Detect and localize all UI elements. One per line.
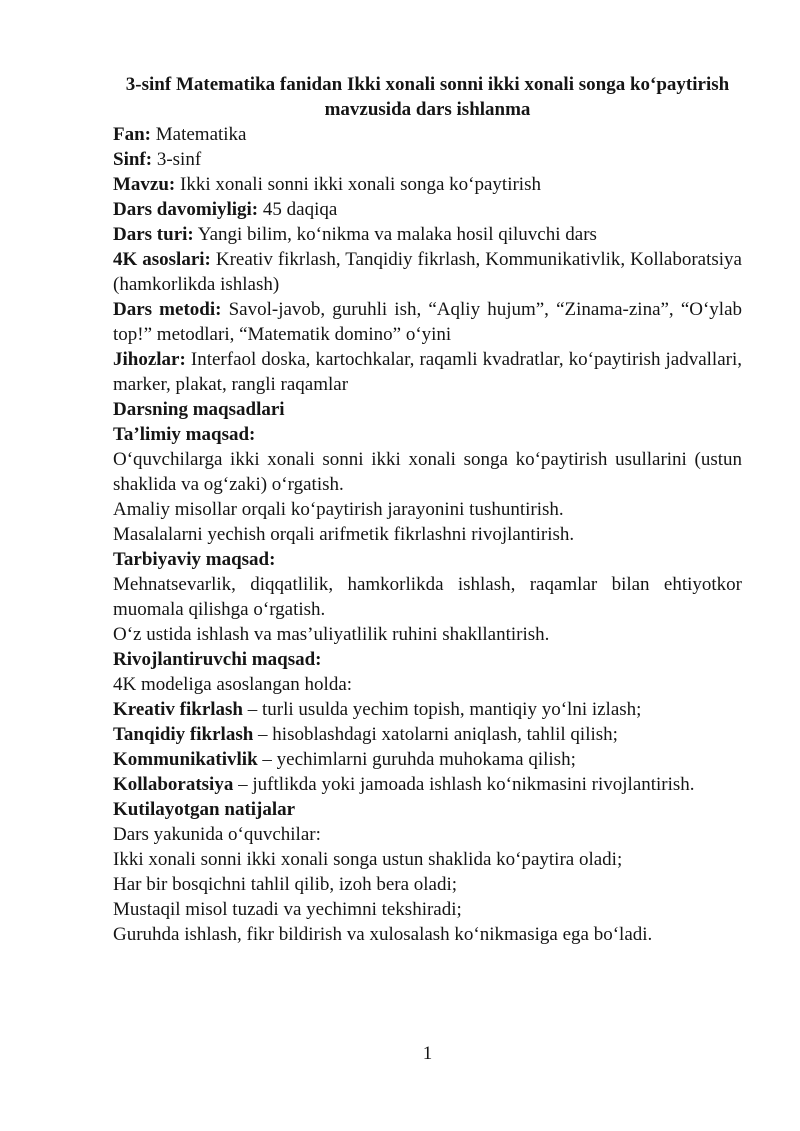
paragraph-text: – yechimlarni guruhda muhokama qilish; [257, 749, 576, 770]
paragraph-bold-label: Dars metodi: [113, 299, 222, 320]
paragraph-text: 4K modeliga asoslangan holda: [113, 674, 353, 695]
paragraph [113, 922, 742, 947]
paragraph [113, 647, 742, 672]
paragraph-text: Dars yakunida oʻquvchilar: [113, 824, 321, 845]
paragraph-bold-label: Tanqidiy fikrlash [113, 724, 254, 745]
paragraph-bold-label: Sinf: [113, 149, 153, 170]
paragraph [113, 672, 742, 697]
paragraph-bold-label: Tarbiyaviy maqsad: [113, 549, 276, 570]
paragraph-bold-label: Kommunikativlik [113, 749, 258, 770]
paragraph [113, 247, 742, 297]
paragraph [113, 747, 742, 772]
paragraph-text: Interfaol doska, kartochkalar, raqamli kvadratlar, koʻpaytirish jadvallari, marker, plakat, rangli raqamlar [113, 349, 742, 395]
paragraph-text: Ikki xonali sonni ikki xonali songa koʻpaytirish [175, 174, 541, 195]
paragraph [113, 522, 742, 547]
paragraph [113, 197, 742, 222]
paragraph [113, 122, 742, 147]
paragraph-text: Oʻquvchilarga ikki xonali sonni ikki xonali songa koʻpaytirish usullarini (ustun shaklida va ogʻzaki) oʻrgatish. [113, 449, 742, 495]
paragraph [113, 872, 742, 897]
paragraph [113, 547, 742, 572]
paragraph-text: Savol-javob, guruhli ish, “Aqliy hujum”, “Zinama-zina”, “Oʻylab top!” metodlari, “Matematik domino” oʻyini [113, 299, 743, 345]
paragraph [113, 797, 742, 822]
paragraph-text: Masalalarni yechish orqali arifmetik fikrlashni rivojlantirish. [113, 524, 575, 545]
paragraph [113, 222, 742, 247]
paragraph-text: 3-sinf [152, 149, 202, 170]
paragraph-bold-label: Kreativ fikrlash [113, 699, 244, 720]
paragraph-bold-label: Darsning maqsadlari [113, 399, 285, 420]
paragraph [113, 847, 742, 872]
paragraph-text: Har bir bosqichni tahlil qilib, izoh bera oladi; [113, 874, 458, 895]
paragraph [113, 297, 742, 347]
paragraph-text: Amaliy misollar orqali koʻpaytirish jarayonini tushuntirish. [113, 499, 564, 520]
page-number: 1 [422, 1043, 433, 1064]
paragraph-bold-label: Ta’limiy maqsad: [113, 424, 256, 445]
paragraph-bold-label: Dars davomiyligi: [113, 199, 259, 220]
document-content [113, 72, 742, 947]
paragraph [113, 172, 742, 197]
paragraph-bold-label: Fan: [113, 124, 151, 145]
paragraph-bold-label: 4K asoslari: [113, 249, 211, 270]
paragraph [113, 722, 742, 747]
paragraph [113, 622, 742, 647]
paragraph [113, 447, 742, 497]
paragraph-bold-label: Kollaboratsiya [113, 774, 234, 795]
paragraph-bold-label: Mavzu: [113, 174, 176, 195]
paragraph-text: Mustaqil misol tuzadi va yechimni tekshiradi; [113, 899, 462, 920]
paragraph-bold-label: Jihozlar: [113, 349, 186, 370]
paragraph-text: Ikki xonali sonni ikki xonali songa ustun shaklida koʻpaytira oladi; [113, 849, 623, 870]
paragraph [113, 147, 742, 172]
paragraph-text: – juftlikda yoki jamoada ishlash koʻnikmasini rivojlantirish. [233, 774, 695, 795]
paragraph-text: Guruhda ishlash, fikr bildirish va xulosalash koʻnikmasiga ega boʻladi. [113, 924, 653, 945]
paragraph [113, 897, 742, 922]
paragraph [113, 772, 742, 797]
paragraph-text: – hisoblashdagi xatolarni aniqlash, tahlil qilish; [253, 724, 618, 745]
paragraph-text: 45 daqiqa [258, 199, 338, 220]
paragraph [113, 697, 742, 722]
paragraph-bold-label: Rivojlantiruvchi maqsad: [113, 649, 322, 670]
paragraph [113, 347, 742, 397]
paragraph-text: Matematika [151, 124, 247, 145]
paragraph-bold-label: Kutilayotgan natijalar [113, 799, 296, 820]
paragraph [113, 397, 742, 422]
paragraph [113, 822, 742, 847]
paragraph [113, 497, 742, 522]
paragraph-text: Kreativ fikrlash, Tanqidiy fikrlash, Kommunikativlik, Kollaboratsiya (hamkorlikda ishlash) [113, 249, 742, 295]
paragraph-text: Yangi bilim, koʻnikma va malaka hosil qiluvchi dars [193, 224, 597, 245]
paragraph-text: Mehnatsevarlik, diqqatlilik, hamkorlikda ishlash, raqamlar bilan ehtiyotkor muomala qilishga oʻrgatish. [113, 574, 742, 620]
paragraph-text: Oʻz ustida ishlash va mas’uliyatlilik ruhini shakllantirish. [113, 624, 550, 645]
document-body [113, 122, 742, 947]
paragraph [113, 572, 742, 622]
document-title: 3-sinf Matematika fanidan Ikki xonali sonni ikki xonali songa koʻpaytirish mavzusida dars ishlanma [125, 74, 730, 120]
paragraph-text: – turli usulda yechim topish, mantiqiy yoʻlni izlash; [243, 699, 642, 720]
paragraph-bold-label: Dars turi: [113, 224, 194, 245]
paragraph [113, 422, 742, 447]
